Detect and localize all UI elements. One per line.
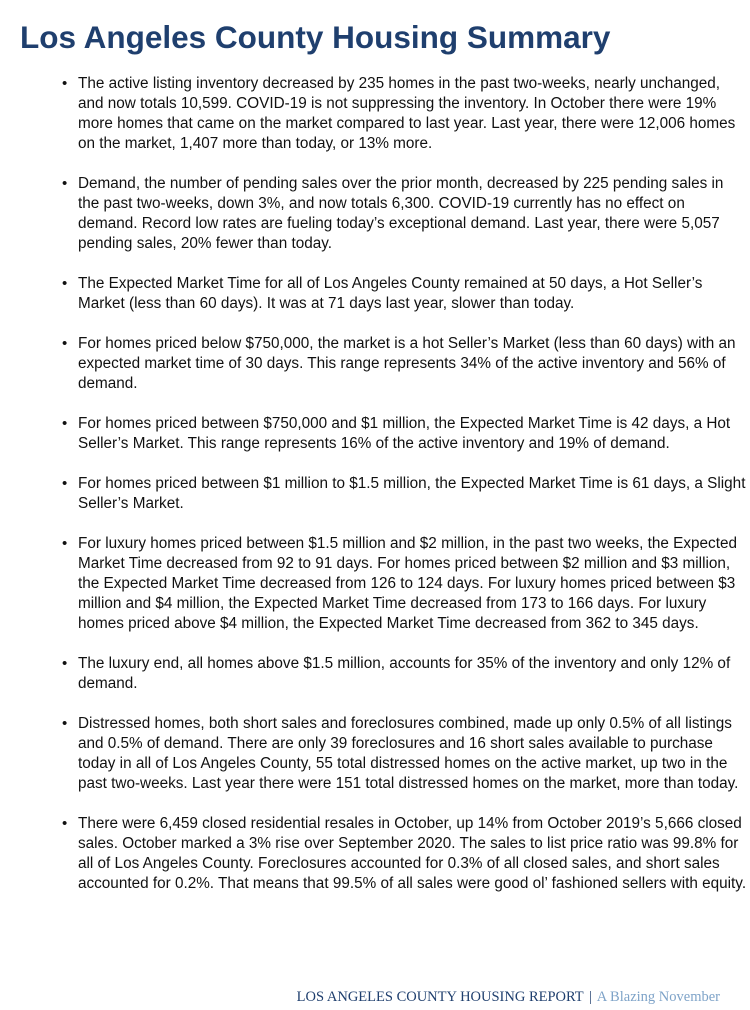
bullet-item-3 (60, 274, 748, 314)
bullet-item-5 (60, 414, 748, 454)
bullet-item-10 (60, 814, 748, 894)
bullet-dot-icon: • (62, 475, 68, 492)
footer-edition: A Blazing November (596, 989, 720, 1005)
footer-separator: | (589, 989, 592, 1005)
bullet-dot-icon: • (62, 535, 68, 552)
bullet-item-4 (60, 334, 748, 394)
bullet-item-1 (60, 74, 748, 154)
summary-bullet-list (60, 74, 748, 914)
bullet-item-9 (60, 714, 748, 794)
bullet-text-market-time: The Expected Market Time for all of Los Angeles County remained at 50 days, a Hot Seller’s Market (less than 60 days). It was at 71 days last year, slower than today. (78, 275, 703, 312)
bullet-dot-icon: • (62, 275, 68, 292)
bullet-text-luxury-ranges: For luxury homes priced between $1.5 million and $2 million, in the past two weeks, the Expected Market Time decreased from 92 to 91 days. For homes priced between $2 million and $3 million, the Expected Market Time decreased from 126 to 124 days. For luxury homes priced between $3 million and $4 million, the Expected Market Time decreased from 173 to 166 days. For luxury homes priced above $4 million, the Expected Market Time decreased from 362 to 345 days. (78, 535, 737, 632)
bullet-item-6 (60, 474, 748, 514)
bullet-dot-icon: • (62, 715, 68, 732)
bullet-dot-icon: • (62, 75, 68, 92)
bullet-dot-icon: • (62, 815, 68, 832)
bullet-dot-icon: • (62, 655, 68, 672)
bullet-text-inventory: The active listing inventory decreased by 235 homes in the past two-weeks, nearly unchanged, and now totals 10,599. COVID-19 is not suppressing the inventory. In October there were 19% more homes that came on the market compared to last year. Last year, there were 12,006 homes on the market, 1,407 more than today, or 13% more. (78, 75, 736, 152)
bullet-dot-icon: • (62, 415, 68, 432)
bullet-text-1m-1-5m: For homes priced between $1 million to $1.5 million, the Expected Market Time is 61 days, a Slight Seller’s Market. (78, 475, 746, 512)
bullet-dot-icon: • (62, 335, 68, 352)
bullet-text-demand: Demand, the number of pending sales over the prior month, decreased by 225 pending sales in the past two-weeks, down 3%, and now totals 6,300. COVID-19 currently has no effect on demand. Record low rates are fueling today’s exceptional demand. Last year, there were 5,057 pending sales, 20% fewer than today. (78, 175, 724, 252)
footer-report-title: LOS ANGELES COUNTY HOUSING REPORT (296, 989, 584, 1005)
page-footer (297, 987, 720, 1007)
bullet-item-2 (60, 174, 748, 254)
bullet-text-closed-sales: There were 6,459 closed residential resales in October, up 14% from October 2019’s 5,666 closed sales. October marked a 3% rise over September 2020. The sales to list price ratio was 99.8% for all of Los Angeles County. Foreclosures accounted for 0.3% of all closed sales, and short sales accounted for 0.2%. That means that 99.5% of all sales were good ol’ fashioned sellers with equity. (78, 815, 747, 892)
bullet-text-distressed: Distressed homes, both short sales and foreclosures combined, made up only 0.5% of all listings and 0.5% of demand. There are only 39 foreclosures and 16 short sales available to purchase today in all of Los Angeles County, 55 total distressed homes on the active market, up two in the past two-weeks. Last year there were 151 total distressed homes on the market, more than today. (78, 715, 739, 792)
bullet-text-750k-1m: For homes priced between $750,000 and $1 million, the Expected Market Time is 42 days, a Hot Seller’s Market. This range represents 16% of the active inventory and 19% of demand. (78, 415, 731, 452)
bullet-text-below-750k: For homes priced below $750,000, the market is a hot Seller’s Market (less than 60 days) with an expected market time of 30 days. This range represents 34% of the active inventory and 56% of demand. (78, 335, 736, 392)
bullet-dot-icon: • (62, 175, 68, 192)
bullet-item-7 (60, 534, 748, 634)
page-title: Los Angeles County Housing Summary (20, 19, 611, 55)
bullet-item-8 (60, 654, 748, 694)
bullet-text-luxury-end: The luxury end, all homes above $1.5 million, accounts for 35% of the inventory and only 12% of demand. (78, 655, 731, 692)
